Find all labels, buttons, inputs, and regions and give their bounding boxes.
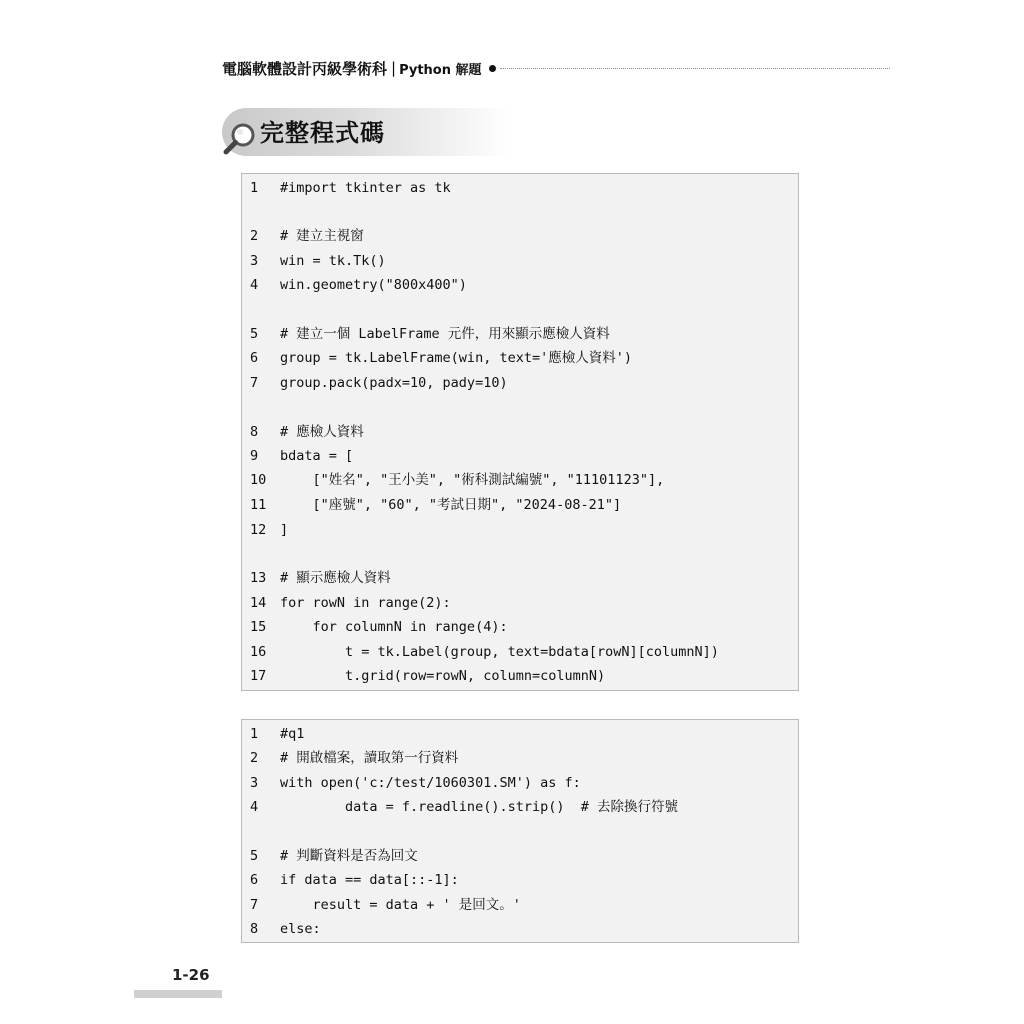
code-text: # 應檢人資料 — [280, 424, 364, 440]
section-title: 完整程式碼 — [260, 118, 385, 147]
line-number: 5 — [250, 848, 259, 864]
line-number: 4 — [250, 277, 259, 293]
line-number: 3 — [250, 775, 259, 791]
line-number: 1 — [250, 726, 259, 742]
code-block-1 — [241, 173, 799, 691]
page-number-bar — [134, 990, 222, 998]
line-number: 3 — [250, 253, 259, 269]
code-text: else: — [280, 921, 321, 937]
code-text: # 建立一個 LabelFrame 元件，用來顯示應檢人資料 — [280, 326, 610, 342]
code-block-2 — [241, 719, 799, 943]
line-number: 1 — [250, 180, 259, 196]
line-number: 2 — [250, 750, 259, 766]
line-number: 8 — [250, 424, 259, 440]
code-text: for columnN in range(4): — [280, 619, 508, 635]
line-number: 7 — [250, 897, 259, 913]
book-title: 電腦軟體設計丙級學術科 — [222, 59, 388, 78]
code-text: for rowN in range(2): — [280, 595, 451, 611]
code-text: win = tk.Tk() — [280, 253, 386, 269]
line-number: 15 — [250, 619, 267, 635]
header-subtitle: Python 解題 — [399, 62, 482, 78]
line-number: 6 — [250, 872, 259, 888]
code-text: # 判斷資料是否為回文 — [280, 848, 418, 864]
page-number: 1-26 — [172, 966, 210, 984]
code-text: t = tk.Label(group, text=bdata[rowN][columnN]) — [280, 644, 719, 660]
code-text: # 開啟檔案，讀取第一行資料 — [280, 750, 459, 766]
line-number: 2 — [250, 228, 259, 244]
line-number: 4 — [250, 799, 259, 815]
code-text: win.geometry("800x400") — [280, 277, 467, 293]
code-text: #import tkinter as tk — [280, 180, 451, 196]
code-text: ["座號", "60", "考試日期", "2024-08-21"] — [280, 497, 622, 513]
line-number: 10 — [250, 472, 267, 488]
code-text: result = data + ' 是回文。' — [280, 897, 521, 913]
magnifier-icon — [222, 121, 258, 157]
header-bullet — [489, 65, 496, 72]
code-text: group = tk.LabelFrame(win, text='應檢人資料') — [280, 350, 632, 366]
code-text: with open('c:/test/1060301.SM') as f: — [280, 775, 581, 791]
line-number: 6 — [250, 350, 259, 366]
header-separator: | — [391, 59, 397, 77]
code-text: group.pack(padx=10, pady=10) — [280, 375, 508, 391]
code-text: ] — [280, 522, 289, 538]
code-text: # 顯示應檢人資料 — [280, 570, 391, 586]
line-number: 9 — [250, 448, 259, 464]
code-text: t.grid(row=rowN, column=columnN) — [280, 668, 606, 684]
line-number: 13 — [250, 570, 267, 586]
header-rule — [500, 68, 890, 69]
line-number: 5 — [250, 326, 259, 342]
code-text: ["姓名", "王小美", "術科測試編號", "11101123"], — [280, 472, 665, 488]
running-header — [222, 58, 890, 78]
line-number: 7 — [250, 375, 259, 391]
line-number: 8 — [250, 921, 259, 937]
line-number: 14 — [250, 595, 267, 611]
line-number: 12 — [250, 522, 267, 538]
line-number: 17 — [250, 668, 267, 684]
code-text: data = f.readline().strip() # 去除換行符號 — [280, 799, 678, 815]
code-text: #q1 — [280, 726, 305, 742]
code-text: if data == data[::-1]: — [280, 872, 459, 888]
line-number: 16 — [250, 644, 267, 660]
line-number: 11 — [250, 497, 267, 513]
code-text: # 建立主視窗 — [280, 228, 364, 244]
code-text: bdata = [ — [280, 448, 354, 464]
